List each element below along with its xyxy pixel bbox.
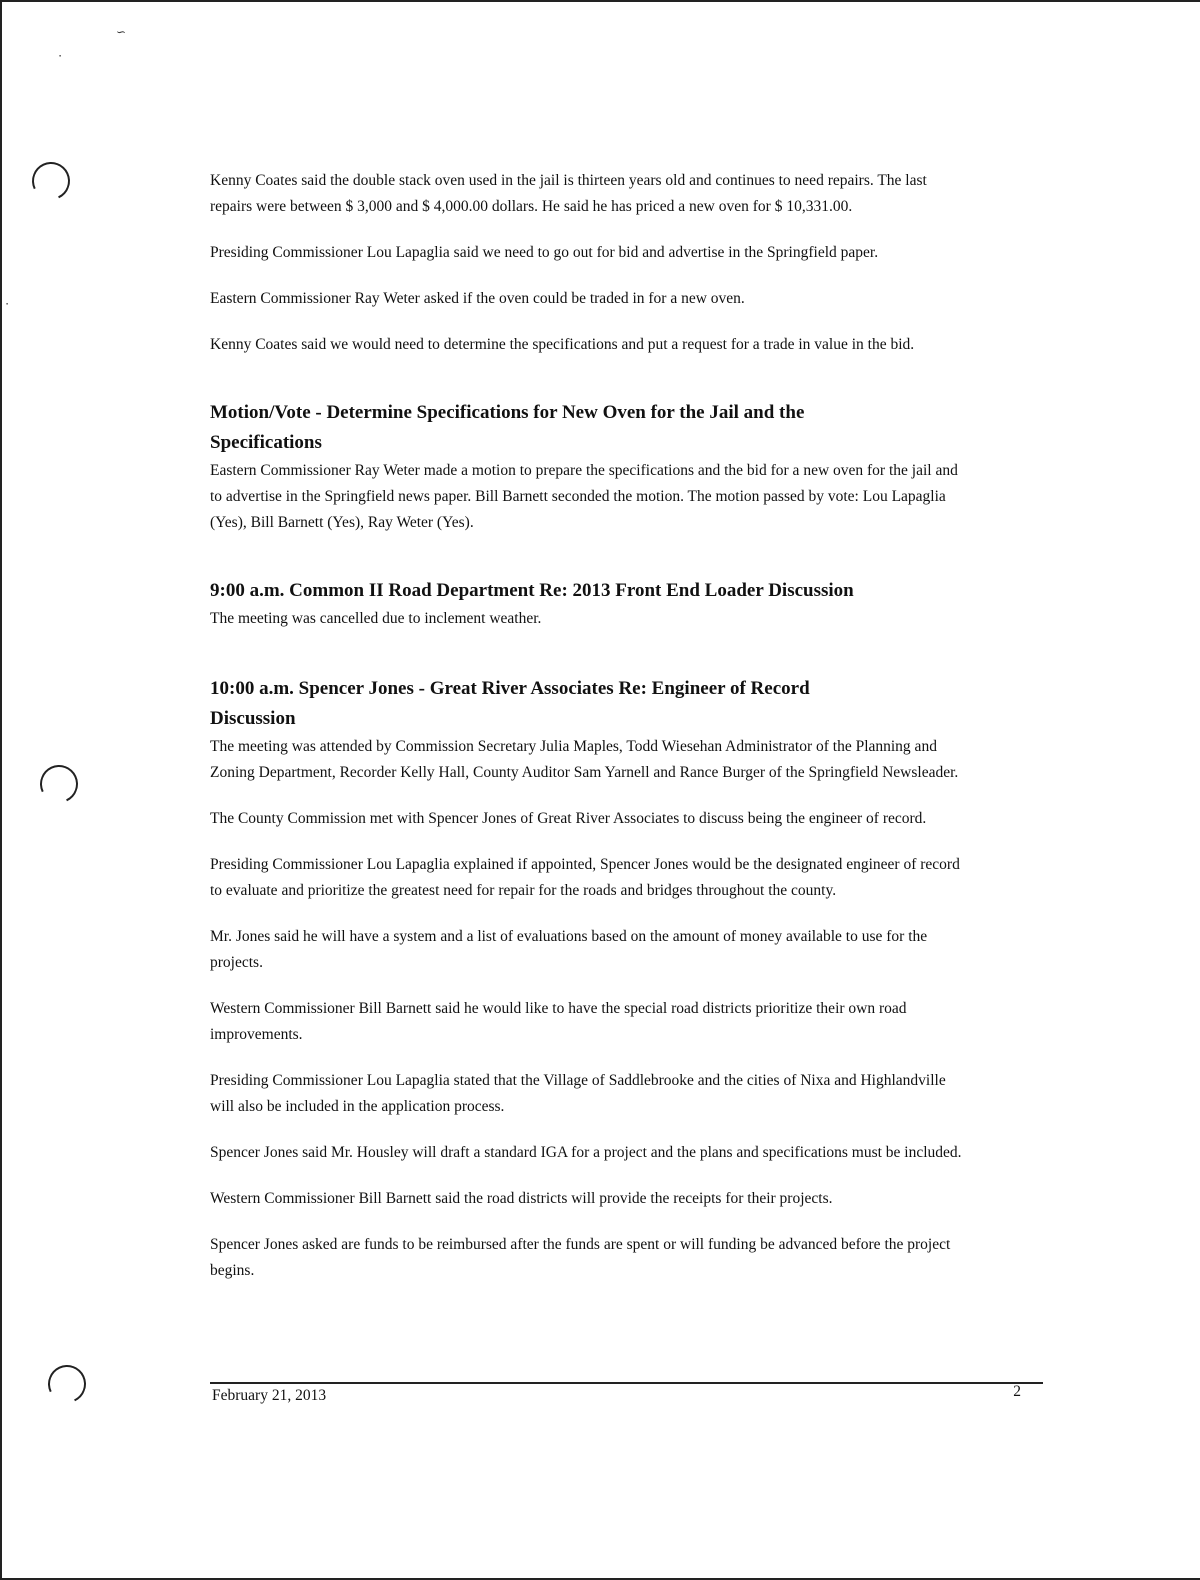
scan-speck: ∽: [116, 25, 127, 39]
paragraph-specifications: Kenny Coates said we would need to determine the specifications and put a request for a trade in value in the bid.: [210, 336, 915, 353]
paragraph-oven-repairs: Kenny Coates said the double stack oven used in the jail is thirteen years old and continues to need repairs. The last repairs were between $ 3,000 and $ 4,000.00 dollars. He said he has priced a new oven for $ 10,331.00.: [210, 172, 927, 215]
page-number: 2: [1013, 1383, 1021, 1400]
paragraph-meeting-cancelled: The meeting was cancelled due to inclement weather.: [210, 610, 542, 627]
heading-road-department: 9:00 a.m. Common II Road Department Re: 2013 Front End Loader Discussion: [210, 580, 854, 601]
paragraph-standard-iga: Spencer Jones said Mr. Housley will draft a standard IGA for a project and the plans and specifications must be included.: [210, 1144, 962, 1161]
paragraph-receipts: Western Commissioner Bill Barnett said the road districts will provide the receipts for their projects.: [210, 1190, 833, 1207]
paragraph-motion-body: Eastern Commissioner Ray Weter made a motion to prepare the specifications and the bid for a new oven for the jail and to advertise in the Springfield news paper. Bill Barnett seconded the motion. The motion passed by vote: Lou Lapaglia (Yes), Bill Barnett (Yes), Ray Weter (Yes).: [210, 462, 958, 531]
paragraph-funding-question: Spencer Jones asked are funds to be reimbursed after the funds are spent or will funding be advanced before the project begins.: [210, 1236, 951, 1279]
paragraph-evaluations: Mr. Jones said he will have a system and a list of evaluations based on the amount of money available to use for the projects.: [210, 928, 928, 971]
paragraph-application-process: Presiding Commissioner Lou Lapaglia stated that the Village of Saddlebrooke and the cities of Nixa and Highlandville will also be included in the application process.: [210, 1072, 946, 1115]
document-body: [210, 168, 970, 1284]
paragraph-road-districts: Western Commissioner Bill Barnett said he would like to have the special road districts prioritize their own road improvements.: [210, 1000, 907, 1043]
paragraph-bid-advertise: Presiding Commissioner Lou Lapaglia said we need to go out for bid and advertise in the Springfield paper.: [210, 244, 879, 261]
heading-motion-vote: Motion/Vote - Determine Specifications for New Oven for the Jail and the Specifications: [210, 402, 805, 453]
paragraph-designated-engineer: Presiding Commissioner Lou Lapaglia explained if appointed, Spencer Jones would be the designated engineer of record to evaluate and prioritize the greatest need for repair for the roads and bridges throughout the county.: [210, 856, 960, 899]
footer-date: February 21, 2013: [212, 1387, 327, 1404]
paragraph-attendance: The meeting was attended by Commission Secretary Julia Maples, Todd Wiesehan Administrator of the Planning and Zoning Department, Recorder Kelly Hall, County Auditor Sam Yarnell and Rance Burger of the Springfield Newsleader.: [210, 738, 959, 781]
scan-speck: ⋅: [58, 49, 63, 63]
paragraph-trade-in: Eastern Commissioner Ray Weter asked if the oven could be traded in for a new oven.: [210, 290, 745, 307]
heading-engineer-of-record: 10:00 a.m. Spencer Jones - Great River Associates Re: Engineer of Record Discussion: [210, 678, 810, 729]
page-footer: [210, 1382, 1043, 1404]
scan-speck: ⋅: [5, 297, 10, 311]
paragraph-commission-met: The County Commission met with Spencer Jones of Great River Associates to discuss being the engineer of record.: [210, 810, 927, 827]
